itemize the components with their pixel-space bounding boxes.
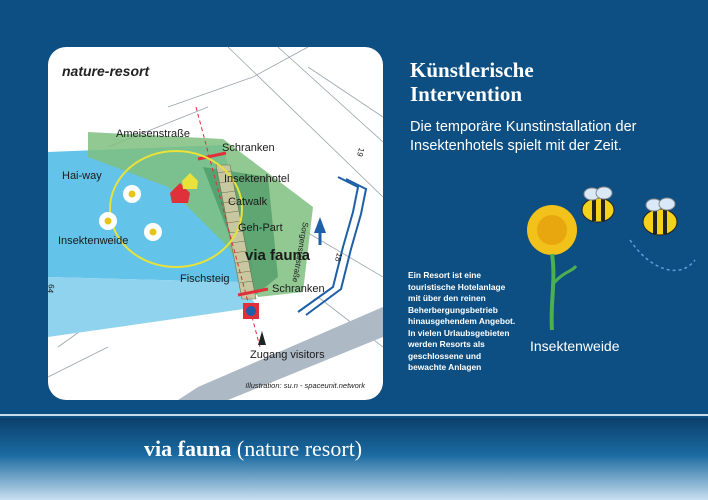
- label-road-num-left: 64: [45, 283, 56, 294]
- label-road-num-top: 19: [355, 146, 366, 158]
- map-credit: Illustration: su.n - spaceunit.network: [245, 381, 365, 390]
- heading-line-1: Künstlerische: [410, 58, 534, 82]
- info-description: Ein Resort ist eine touristische Hotelanlage mit über den reinen Beherbergungsbetrieb hinausgehendem Angebot. In vielen Urlaubsgebieten werden Resorts als geschlossene und bewachte Anlagen: [408, 270, 516, 372]
- map-title: nature-resort: [62, 63, 150, 79]
- label-geh-part: Geh-Part: [238, 222, 283, 234]
- label-catwalk: Catwalk: [228, 196, 268, 208]
- entrance-marker: [243, 303, 266, 345]
- footer-title-rest: (nature resort): [231, 436, 363, 461]
- label-ameisenstrasse: Ameisenstraße: [116, 128, 190, 140]
- map-card: [45, 47, 383, 400]
- illustration-caption: Insektenweide: [530, 338, 620, 354]
- label-fischsteig: Fischsteig: [180, 273, 230, 285]
- bee-icon-2: [643, 198, 677, 235]
- lake-shore: [45, 277, 258, 337]
- direction-arrow: [314, 217, 326, 233]
- label-hai-way: Hai-way: [62, 170, 102, 182]
- footer-divider: [0, 414, 708, 416]
- label-via-fauna: via fauna: [245, 247, 311, 264]
- footer-title: [144, 436, 362, 462]
- footer-title-bold: via fauna: [144, 436, 232, 461]
- label-insektenhotel: Insektenhotel: [224, 173, 290, 185]
- label-insektenweide: Insektenweide: [58, 235, 129, 247]
- bee-illustration: [510, 180, 700, 330]
- heading-line-2: Intervention: [410, 82, 522, 106]
- label-schranken-top: Schranken: [222, 142, 275, 154]
- label-road-name: Sorgenstalstraße: [290, 221, 310, 283]
- label-zugang-visitors: Zugang visitors: [250, 349, 325, 361]
- dandelion-icon: [527, 205, 577, 255]
- label-road-num-mid: 18: [333, 251, 344, 263]
- info-subheading: Die temporäre Kunstinstallation der Insektenhotels spielt mit der Zeit.: [410, 119, 637, 154]
- map-graphic: [45, 47, 383, 400]
- info-heading: [410, 58, 534, 106]
- bee-icon-1: [582, 187, 614, 222]
- label-schranken-bottom: Schranken: [272, 283, 325, 295]
